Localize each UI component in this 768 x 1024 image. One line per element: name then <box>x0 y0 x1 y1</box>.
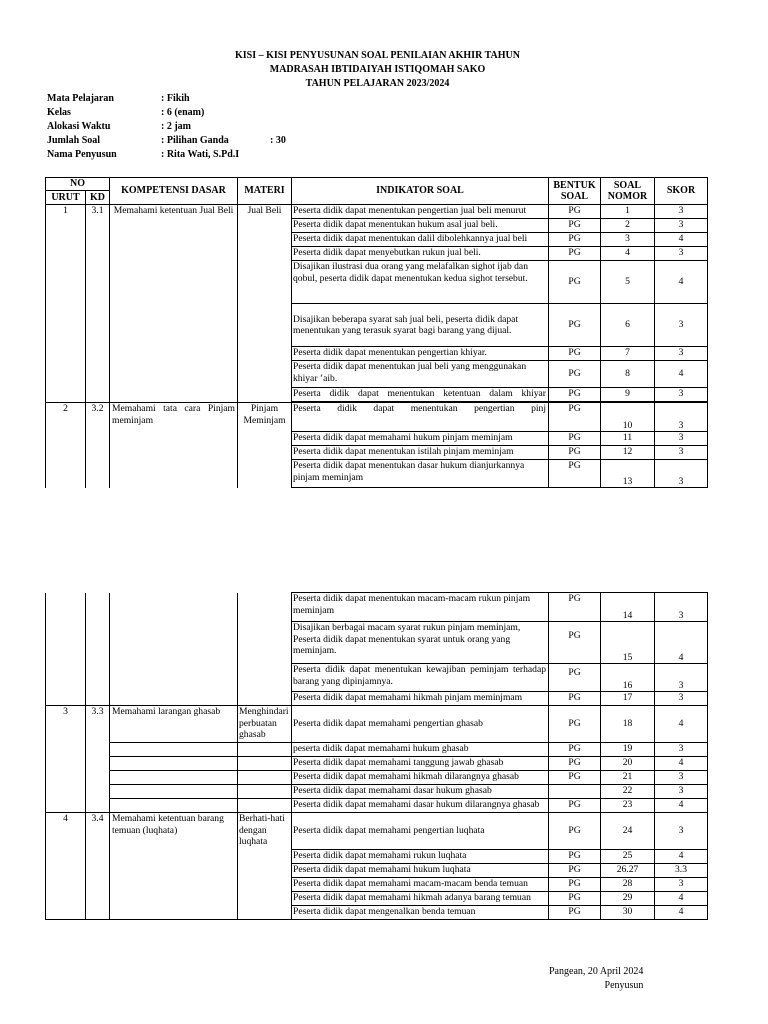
materi-empty <box>238 757 292 771</box>
skor-cell: 3 <box>655 664 708 692</box>
kompetensi-empty <box>110 757 238 771</box>
nomor-cell: 26.27 <box>601 864 655 878</box>
nomor-cell: 13 <box>601 460 655 488</box>
col-header-nomor <box>601 178 655 205</box>
indikator-cell: Peserta didik dapat mengenalkan benda temuan <box>292 906 549 920</box>
bentuk-cell: PG <box>549 692 601 706</box>
bentuk-cell: PG <box>549 771 601 785</box>
group-urut: 3 <box>46 706 86 813</box>
header-school: MADRASAH IBTIDAIYAH ISTIQOMAH SAKO <box>269 64 486 75</box>
group-urut: 1 <box>46 205 86 403</box>
nomor-cell: 18 <box>601 706 655 743</box>
skor-cell: 3 <box>655 219 708 233</box>
group-materi: Jual Beli <box>238 205 292 403</box>
group-materi: Menghindari perbuatan ghasab <box>238 706 292 743</box>
bentuk-cell: PG <box>549 205 601 219</box>
materi-empty <box>238 785 292 799</box>
document-header <box>0 49 755 91</box>
group-kompetensi: Memahami ketentuan barang temuan (luqhata) <box>110 813 238 920</box>
indikator-cell: Peserta didik dapat memahami dasar hukum dilarangnya ghasab <box>292 799 549 813</box>
nomor-cell: 17 <box>601 692 655 706</box>
indikator-cell: Peserta didik dapat memahami hikmah dilarangnya ghasab <box>292 771 549 785</box>
bentuk-cell: PG <box>549 403 601 432</box>
bentuk-cell: PG <box>549 460 601 488</box>
indikator-cell: Disajikan ilustrasi dua orang yang melafalkan sighot ijab dan qobul, peserta didik dapat menentukan kedua sighot tersebut. <box>292 261 549 304</box>
alokasi-label: Alokasi Waktu <box>47 121 111 132</box>
group-kd: 3.2 <box>86 403 110 488</box>
bentuk-cell: PG <box>549 706 601 743</box>
indikator-cell: Disajikan beberapa syarat sah jual beli, peserta didik dapat menentukan yang terasuk syarat bagi barang yang dijual. <box>292 304 549 347</box>
kompetensi-empty <box>110 743 238 757</box>
bentuk-cell: PG <box>549 219 601 233</box>
skor-cell: 3 <box>655 432 708 446</box>
indikator-cell: Peserta didik dapat menentukan dalil dibolehkannya jual beli <box>292 233 549 247</box>
nomor-cell: 1 <box>601 205 655 219</box>
mapel-value: : Fikih <box>161 93 190 104</box>
indikator-cell: Peserta didik dapat menentukan jual beli yang menggunakan khiyar ’aib. <box>292 361 549 388</box>
nomor-cell: 15 <box>601 622 655 664</box>
col-header-no: NO <box>46 178 110 191</box>
indikator-cell: Peserta didik dapat memahami pengertian ghasab <box>292 706 549 743</box>
nomor-cell: 14 <box>601 593 655 622</box>
penyusun-value: : Rita Wati, S.Pd.I <box>161 149 240 160</box>
kompetensi-empty <box>110 785 238 799</box>
bentuk-cell: PG <box>549 304 601 347</box>
nomor-cell: 19 <box>601 743 655 757</box>
skor-cell: 4 <box>655 850 708 864</box>
table-row <box>46 743 708 757</box>
indikator-cell: Peserta didik dapat memahami hikmah pinjam meminjmam <box>292 692 549 706</box>
group-urut: 4 <box>46 813 86 920</box>
nomor-cell: 24 <box>601 813 655 850</box>
col-header-bentuk <box>549 178 601 205</box>
skor-cell: 3 <box>655 304 708 347</box>
nomor-cell: 22 <box>601 785 655 799</box>
signature-place-date: Pangean, 20 April 2024 <box>549 966 644 977</box>
indikator-cell: Peserta didik dapat memahami pengertian luqhata <box>292 813 549 850</box>
kelas-label: Kelas <box>47 107 71 118</box>
skor-cell: 3 <box>655 692 708 706</box>
indikator-cell: peserta didik dapat memahami hukum ghasab <box>292 743 549 757</box>
bentuk-cell: PG <box>549 388 601 402</box>
group-kd-continued <box>86 593 110 706</box>
bentuk-cell: PG <box>549 892 601 906</box>
col-header-kompetensi: KOMPETENSI DASAR <box>110 178 238 205</box>
skor-cell: 3 <box>655 205 708 219</box>
nomor-cell: 16 <box>601 664 655 692</box>
nomor-cell: 28 <box>601 878 655 892</box>
materi-empty <box>238 799 292 813</box>
indikator-cell: Peserta didik dapat menentukan hukum asal jual beli. <box>292 219 549 233</box>
bentuk-cell: PG <box>549 233 601 247</box>
skor-cell: 4 <box>655 233 708 247</box>
bentuk-cell: PG <box>549 813 601 850</box>
table-row <box>46 785 708 799</box>
alokasi-value: : 2 jam <box>161 121 191 132</box>
indikator-cell: Peserta didik dapat menentukan kewajiban peminjam terhadap barang yang dipinjamnya. <box>292 664 549 692</box>
bentuk-cell: PG <box>549 361 601 388</box>
bentuk-cell <box>549 785 601 799</box>
jumlah-value: : Pilihan Ganda <box>161 135 229 146</box>
skor-cell: 3 <box>655 785 708 799</box>
nomor-cell: 20 <box>601 757 655 771</box>
skor-cell: 4 <box>655 757 708 771</box>
nomor-cell: 4 <box>601 247 655 261</box>
col-header-nomor-1: SOAL <box>613 179 642 191</box>
skor-cell: 4 <box>655 892 708 906</box>
col-header-skor: SKOR <box>655 178 708 205</box>
col-header-bentuk-2: SOAL <box>560 191 589 202</box>
indikator-cell: Peserta didik dapat memahami tanggung jawab ghasab <box>292 757 549 771</box>
skor-cell: 3 <box>655 347 708 361</box>
kompetensi-empty <box>110 799 238 813</box>
skor-cell: 3 <box>655 813 708 850</box>
nomor-cell: 7 <box>601 347 655 361</box>
kisi-table-page-1 <box>45 177 708 488</box>
indikator-cell: Peserta didik dapat menentukan ketentuan dalam khiyar <box>292 388 549 402</box>
bentuk-cell: PG <box>549 432 601 446</box>
col-header-kd: KD <box>86 191 110 205</box>
skor-cell: 3 <box>655 460 708 488</box>
nomor-cell: 23 <box>601 799 655 813</box>
table-row <box>46 799 708 813</box>
skor-cell: 4 <box>655 361 708 388</box>
kelas-value: : 6 (enam) <box>161 107 205 118</box>
skor-cell: 4 <box>655 622 708 664</box>
group-materi: Pinjam Meminjam <box>238 403 292 488</box>
group-materi-continued <box>238 593 292 706</box>
signature-role: Penyusun <box>604 980 644 991</box>
skor-cell: 3.3 <box>655 864 708 878</box>
indikator-cell: Disajikan berbagai macam syarat rukun pinjam meminjam, Peserta didik dapat menentukan syarat untuk orang yang meminjam. <box>292 622 549 664</box>
kompetensi-empty <box>110 771 238 785</box>
group-kd: 3.3 <box>86 706 110 813</box>
bentuk-cell: PG <box>549 878 601 892</box>
bentuk-cell: PG <box>549 247 601 261</box>
bentuk-cell: PG <box>549 864 601 878</box>
col-header-indikator: INDIKATOR SOAL <box>292 178 549 205</box>
materi-empty <box>238 771 292 785</box>
nomor-cell: 3 <box>601 233 655 247</box>
group-kompetensi: Memahami tata cara Pinjam meminjam <box>110 403 238 488</box>
col-header-nomor-2: NOMOR <box>607 191 648 202</box>
skor-cell: 3 <box>655 593 708 622</box>
kisi-table-page-2 <box>45 592 708 920</box>
skor-cell: 3 <box>655 878 708 892</box>
indikator-cell: Peserta didik dapat menentukan pengertian jual beli menurut <box>292 205 549 219</box>
jumlah-count: : 30 <box>270 135 286 146</box>
skor-cell: 4 <box>655 799 708 813</box>
table-row <box>46 771 708 785</box>
indikator-cell: Peserta didik dapat menentukan macam-macam rukun pinjam meminjam <box>292 593 549 622</box>
bentuk-cell: PG <box>549 593 601 622</box>
indikator-cell: Peserta didik dapat menentukan istilah pinjam meminjam <box>292 446 549 460</box>
nomor-cell: 25 <box>601 850 655 864</box>
table-row <box>46 593 708 622</box>
nomor-cell: 6 <box>601 304 655 347</box>
bentuk-cell: PG <box>549 799 601 813</box>
bentuk-cell: PG <box>549 622 601 664</box>
skor-cell: 4 <box>655 906 708 920</box>
group-urut: 2 <box>46 403 86 488</box>
bentuk-cell: PG <box>549 757 601 771</box>
skor-cell: 3 <box>655 743 708 757</box>
bentuk-cell: PG <box>549 261 601 304</box>
bentuk-cell: PG <box>549 850 601 864</box>
group-urut-continued <box>46 593 86 706</box>
indikator-cell: Peserta didik dapat menentukan dasar hukum dianjurkannya pinjam meminjam <box>292 460 549 488</box>
bentuk-cell: PG <box>549 446 601 460</box>
header-year: TAHUN PELAJARAN 2023/2024 <box>305 78 450 89</box>
nomor-cell: 8 <box>601 361 655 388</box>
indikator-cell: Peserta didik dapat memahami hukum pinjam meminjam <box>292 432 549 446</box>
group-kompetensi-continued <box>110 593 238 706</box>
indikator-cell: Peserta didik dapat memahami rukun luqhata <box>292 850 549 864</box>
indikator-cell: Peserta didik dapat menyebutkan rukun jual beli. <box>292 247 549 261</box>
skor-cell: 3 <box>655 388 708 402</box>
indikator-cell: Peserta didik dapat memahami dasar hukum ghasab <box>292 785 549 799</box>
group-materi: Berhati-hati dengan luqhata <box>238 813 292 920</box>
nomor-cell: 2 <box>601 219 655 233</box>
indikator-cell: Peserta didik dapat menentukan pengertian pinj <box>292 403 549 432</box>
skor-cell: 3 <box>655 247 708 261</box>
group-kd: 3.1 <box>86 205 110 403</box>
indikator-cell: Peserta didik dapat memahami macam-macam benda temuan <box>292 878 549 892</box>
table-row <box>46 205 708 219</box>
nomor-cell: 29 <box>601 892 655 906</box>
bentuk-cell: PG <box>549 347 601 361</box>
group-kd: 3.4 <box>86 813 110 920</box>
skor-cell: 3 <box>655 446 708 460</box>
nomor-cell: 10 <box>601 403 655 432</box>
indikator-cell: Peserta didik dapat menentukan pengertian khiyar. <box>292 347 549 361</box>
jumlah-label: Jumlah Soal <box>47 135 101 146</box>
skor-cell: 4 <box>655 706 708 743</box>
col-header-materi: MATERI <box>238 178 292 205</box>
skor-cell: 3 <box>655 403 708 432</box>
materi-empty <box>238 743 292 757</box>
table-row <box>46 813 708 850</box>
nomor-cell: 12 <box>601 446 655 460</box>
table-row <box>46 403 708 432</box>
header-title: KISI – KISI PENYUSUNAN SOAL PENILAIAN AKHIR TAHUN <box>235 50 520 61</box>
signature-block <box>549 965 643 993</box>
skor-cell: 3 <box>655 771 708 785</box>
nomor-cell: 5 <box>601 261 655 304</box>
bentuk-cell: PG <box>549 664 601 692</box>
table-row <box>46 757 708 771</box>
nomor-cell: 21 <box>601 771 655 785</box>
group-kompetensi: Memahami ketentuan Jual Beli <box>110 205 238 403</box>
nomor-cell: 30 <box>601 906 655 920</box>
indikator-cell: Peserta didik dapat memahami hukum luqhata <box>292 864 549 878</box>
table-row <box>46 706 708 743</box>
bentuk-cell: PG <box>549 906 601 920</box>
nomor-cell: 11 <box>601 432 655 446</box>
bentuk-cell: PG <box>549 743 601 757</box>
col-header-urut: URUT <box>46 191 86 205</box>
indikator-cell: Peserta didik dapat memahami hikmah adanya barang temuan <box>292 892 549 906</box>
group-kompetensi: Memahami larangan ghasab <box>110 706 238 743</box>
skor-cell: 4 <box>655 261 708 304</box>
nomor-cell: 9 <box>601 388 655 402</box>
col-header-bentuk-1: BENTUK <box>553 179 596 191</box>
mapel-label: Mata Pelajaran <box>47 93 114 104</box>
penyusun-label: Nama Penyusun <box>47 149 117 160</box>
